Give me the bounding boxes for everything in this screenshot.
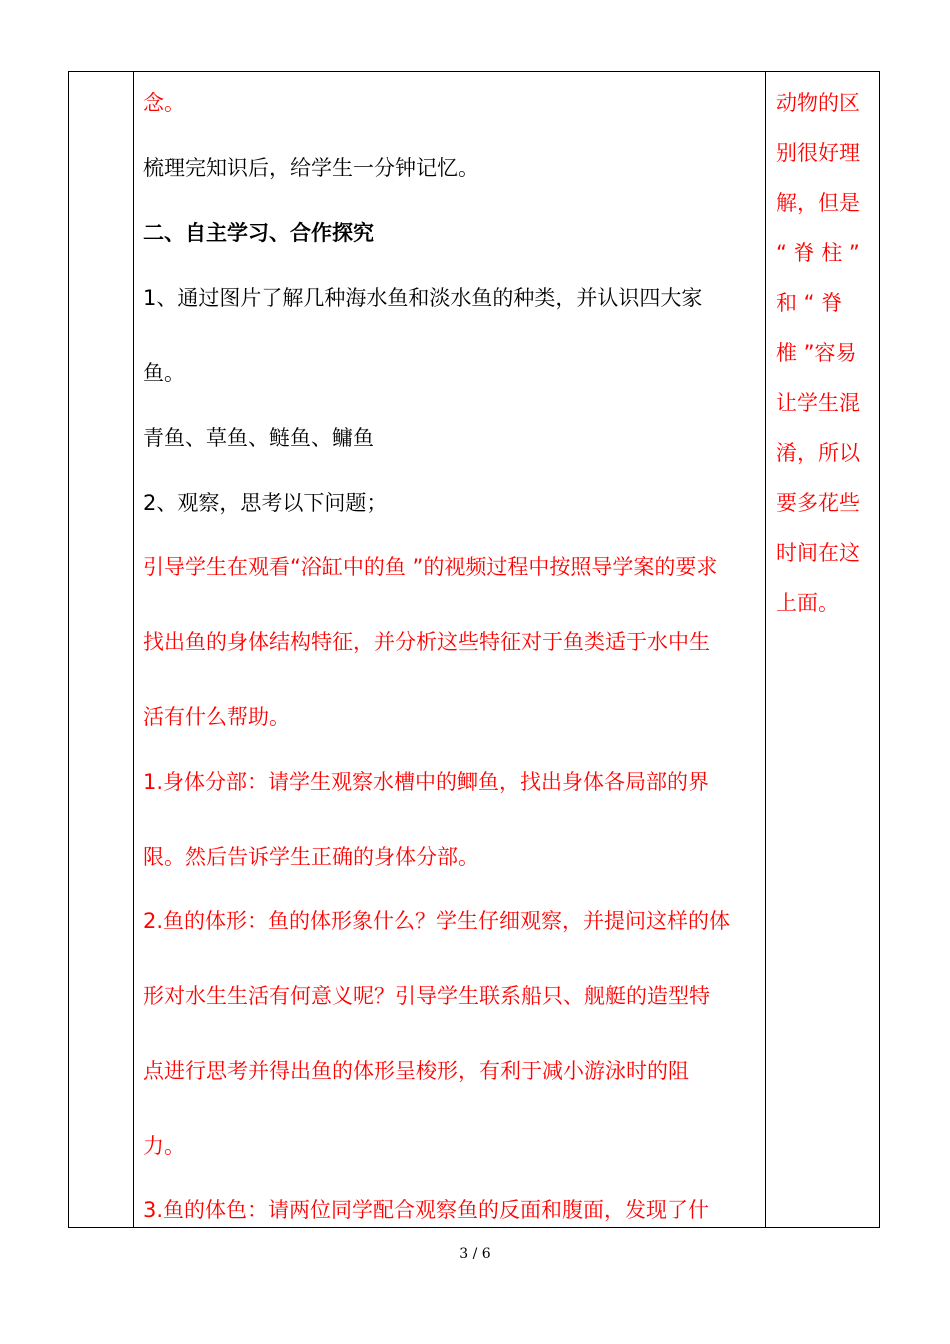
side-note-line: 让学生混 [776, 391, 860, 415]
side-note-line: 和 “ 脊 [776, 291, 843, 315]
side-note-line: 解，但是 [776, 191, 860, 215]
main-line: 限。然后告诉学生正确的身体分部。 [143, 845, 479, 869]
main-line: 点进行思考并得出鱼的体形呈梭形，有利于减小游泳时的阻 [143, 1059, 689, 1083]
side-note-line: 动物的区 [776, 91, 860, 115]
column-divider-right [765, 72, 766, 1227]
main-line: 引导学生在观看“浴缸中的鱼 ”的视频过程中按照导学案的要求 [143, 555, 718, 579]
main-line: 2.鱼的体形：鱼的体形象什么？学生仔细观察，并提问这样的体 [143, 909, 731, 933]
column-divider-left [133, 72, 134, 1227]
main-line: 1.身体分部：请学生观察水槽中的鲫鱼，找出身体各局部的界 [143, 770, 710, 794]
main-line: 鱼。 [143, 361, 185, 385]
main-line: 形对水生生活有何意义呢？引导学生联系船只、舰艇的造型特 [143, 984, 710, 1008]
main-line: 二、自主学习、合作探究 [143, 221, 374, 245]
side-note-line: 要多花些 [776, 491, 860, 515]
side-note-line: “ 脊 柱 ” [776, 241, 860, 265]
main-line: 青鱼、草鱼、鲢鱼、鳙鱼 [143, 426, 374, 450]
main-line: 3.鱼的体色：请两位同学配合观察鱼的反面和腹面，发现了什 [143, 1198, 710, 1222]
side-note-line: 上面。 [776, 591, 839, 615]
main-line: 找出鱼的身体结构特征，并分析这些特征对于鱼类适于水中生 [143, 630, 710, 654]
main-line: 2、观察，思考以下问题； [143, 491, 388, 515]
side-note-line: 椎 ”容易 [776, 341, 857, 365]
page-number: 3 / 6 [459, 1246, 491, 1262]
main-line: 念。 [143, 91, 185, 115]
lesson-table [68, 71, 880, 1228]
main-line: 力。 [143, 1134, 185, 1158]
side-note-line: 时间在这 [776, 541, 860, 565]
main-line: 1、通过图片了解几种海水鱼和淡水鱼的种类，并认识四大家 [143, 286, 703, 310]
side-note-line: 淆，所以 [776, 441, 860, 465]
side-note-line: 别很好理 [776, 141, 860, 165]
main-line: 活有什么帮助。 [143, 705, 290, 729]
main-line: 梳理完知识后，给学生一分钟记忆。 [143, 156, 479, 180]
